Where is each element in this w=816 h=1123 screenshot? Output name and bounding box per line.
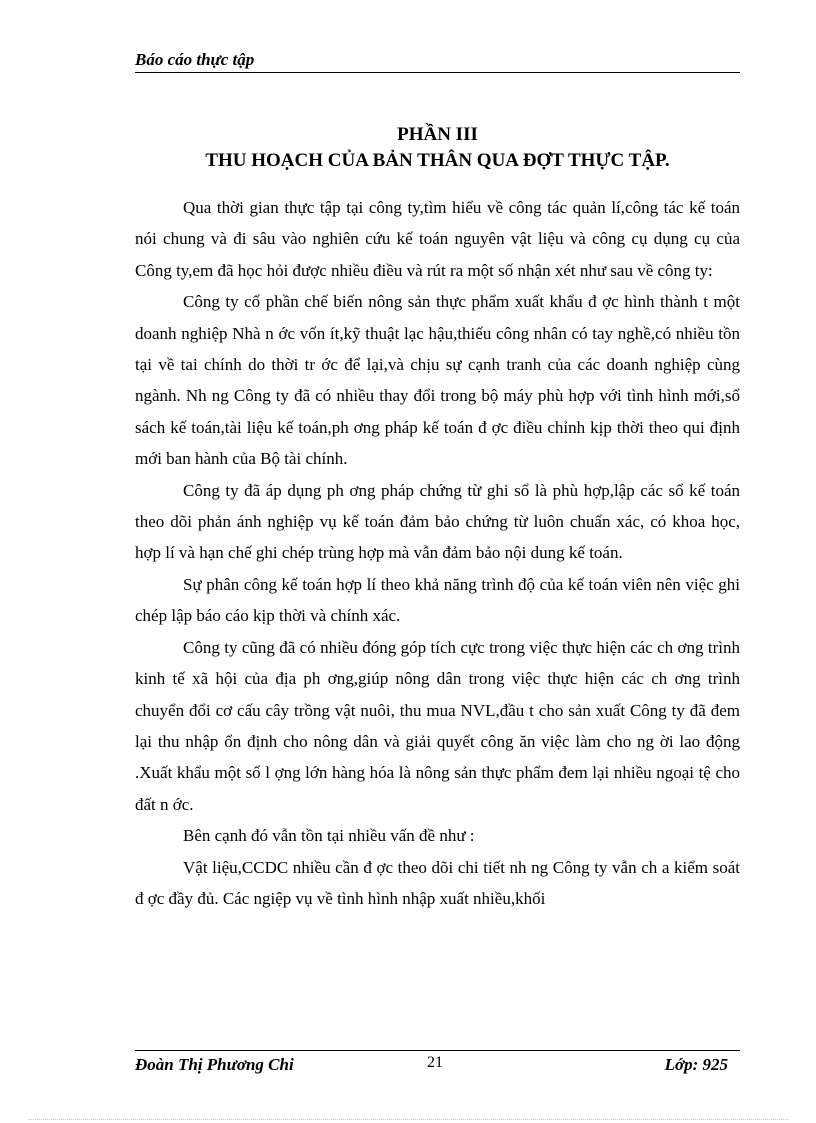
footer-author: Đoàn Thị Phương Chi bbox=[135, 1055, 294, 1074]
paragraph: Công ty cổ phần chế biến nông sản thực phẩm xuất khẩu đ ợc hình thành t một doanh nghiệp Nhà n ớc vốn ít,kỹ thuật lạc hậu,thiếu công nhân có tay nghề,có nhiều tồn tại về tai chính do thời tr ớc để lại,và chịu sự cạnh tranh của các doanh nghiệp cùng ngành. Nh ng Công ty đã có nhiều thay đổi trong bộ máy phù hợp với tình hình mới,sổ sách kế toán,tài liệu kế toán,ph ơng pháp kế toán đ ợc điều chỉnh kịp thời theo qui định mới ban hành của Bộ tài chính. bbox=[135, 292, 740, 469]
paragraph: Công ty cũng đã có nhiều đóng góp tích cực trong việc thực hiện các ch ơng trình kinh tế xã hội của địa ph ơng,giúp nông dân trong việc thực hiện các ch ơng trình chuyển đổi cơ cấu cây trồng vật nuôi, thu mua NVL,đầu t cho sản xuất Công ty đã đem lại thu nhập ổn định cho nông dân và giải quyết công ăn việc làm cho ng ời lao động .Xuất khẩu một số l ợng lớn hàng hóa là nông sản thực phẩm đem lại nhiều ngoại tệ cho đất n ớc. bbox=[135, 637, 740, 814]
paragraph: Công ty đã áp dụng ph ơng pháp chứng từ ghi sổ là phù hợp,lập các sổ kế toán theo dõi phản ánh nghiệp vụ kế toán đảm bảo chứng từ luôn chuẩn xác, có khoa học, hợp lí và hạn chế ghi chép trùng hợp mà vẫn đảm bảo nội dung kế toán. bbox=[135, 480, 740, 563]
header-title: Báo cáo thực tập bbox=[135, 50, 255, 69]
page-footer bbox=[135, 1050, 740, 1079]
page-number: 21 bbox=[427, 1054, 443, 1071]
footer-class: Lớp: 925 bbox=[664, 1055, 728, 1074]
part-heading: PHẦN III bbox=[397, 124, 478, 145]
page-header bbox=[135, 50, 740, 73]
paragraph: Sự phân công kế toán hợp lí theo khả năng trình độ của kế toán viên nên việc ghi chép lập báo cáo kịp thời và chính xác. bbox=[135, 574, 740, 626]
page-bottom-divider bbox=[28, 1119, 788, 1120]
paragraph: Vật liệu,CCDC nhiều cần đ ợc theo dõi chi tiết nh ng Công ty vẫn ch a kiểm soát đ ợc đầy đủ. Các ngiệp vụ về tình hình nhập xuất nhiều,khối bbox=[135, 857, 740, 908]
paragraph: Bên cạnh đó vẫn tồn tại nhiều vấn đề như : bbox=[183, 826, 475, 846]
body-text bbox=[135, 192, 740, 914]
paragraph: Qua thời gian thực tập tại công ty,tìm hiểu về công tác quản lí,công tác kế toán nói chung và đi sâu vào nghiên cứu kế toán nguyên vật liệu và công cụ dụng cụ của Công ty,em đã học hỏi được nhiều điều và rút ra một số nhận xét như sau về công ty: bbox=[135, 198, 740, 280]
section-title: THU HOẠCH CỦA BẢN THÂN QUA ĐỢT THỰC TẬP. bbox=[205, 150, 670, 171]
